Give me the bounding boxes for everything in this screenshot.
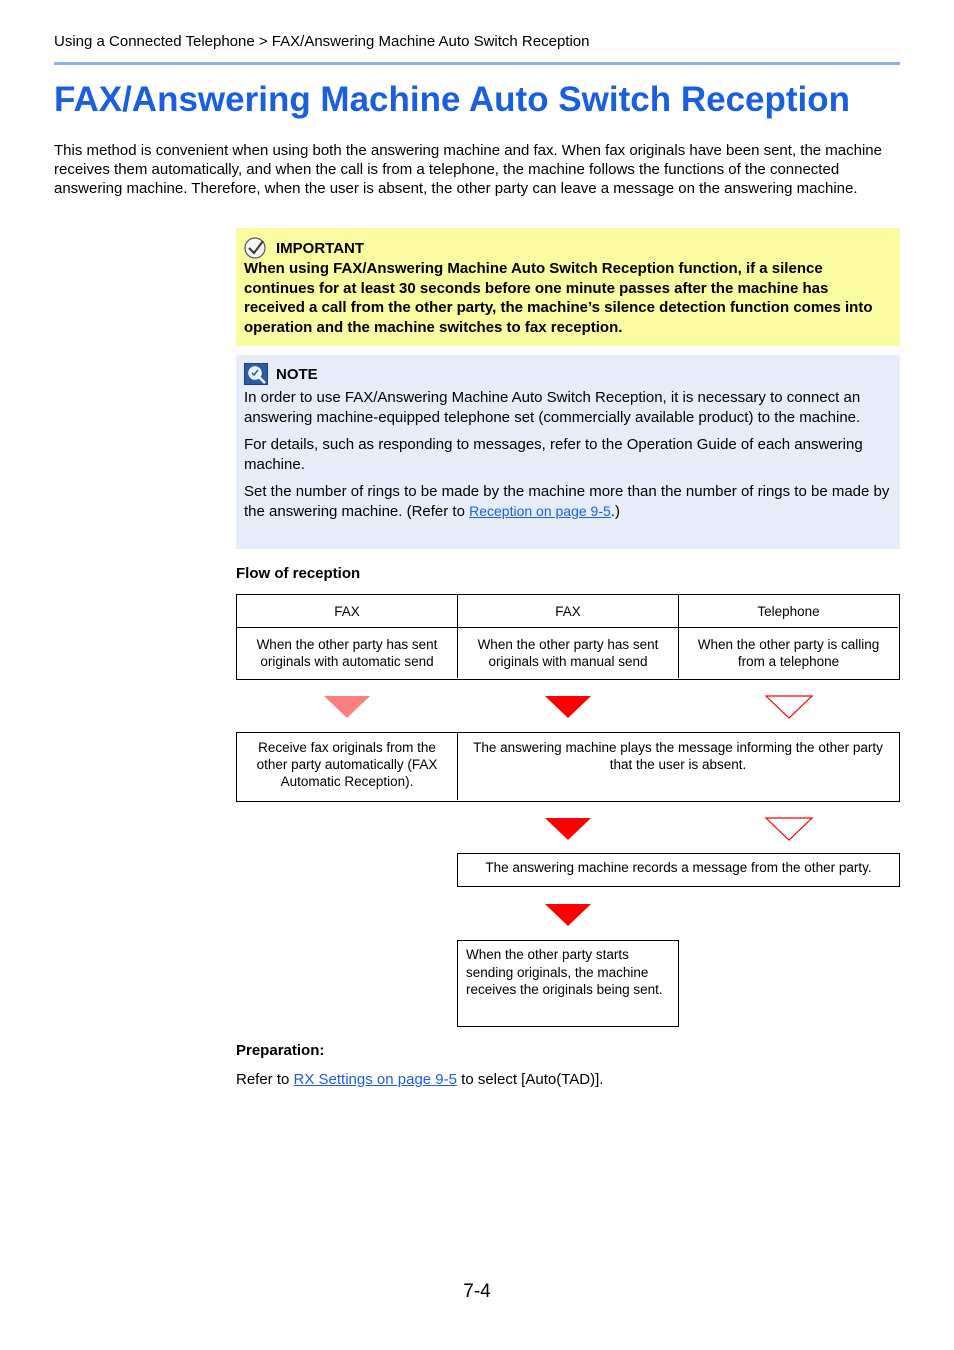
note-paragraph-1: In order to use FAX/Answering Machine Auto Switch Reception, it is necessary to connect an answering machine-equipped telephone set (commercially available product) to the machine. (244, 389, 861, 426)
arrow-down-solid-icon (544, 817, 592, 841)
arrow-down-outline-icon (765, 695, 813, 719)
page-title: FAX/Answering Machine Auto Switch Reception (54, 80, 851, 119)
important-box (236, 228, 900, 346)
flow-label: Flow of reception (236, 565, 361, 582)
condition-auto-send: When the other party has sent originals with automatic send (237, 628, 458, 678)
important-header (244, 237, 892, 259)
preparation-text (236, 1071, 603, 1088)
condition-telephone: When the other party is calling from a telephone (697, 637, 880, 669)
preparation-before: Refer to (236, 1071, 294, 1088)
condition-table (236, 594, 900, 680)
header-fax-manual: FAX (458, 595, 679, 628)
arrow-down-outline-icon (765, 817, 813, 841)
note-box (236, 355, 900, 549)
note-header (244, 363, 892, 385)
note-label: NOTE (276, 365, 318, 383)
arrow-down-solid-icon (544, 695, 592, 719)
header-fax-auto: FAX (237, 595, 458, 628)
condition-manual-send: When the other party has sent originals with manual send (458, 628, 679, 678)
note-magnifier-icon (244, 363, 268, 385)
step-fax-automatic: Receive fax originals from the other party automatically (FAX Automatic Reception). (237, 733, 458, 800)
note-p3-text: Set the number of rings to be made by the machine more than the number of rings to be made by the answering machine. (Refer to (244, 483, 890, 520)
preparation-after: to select [Auto(TAD)]. (456, 1071, 604, 1088)
arrow-down-light-icon (323, 695, 371, 719)
intro-paragraph: This method is convenient when using both the answering machine and fax. When fax originals have been sent, the machine receives them automatically, and when the call is from a telephone, the machine follows the functions of the connected answering machine. Therefore, when the user is absent, the other party can leave a message on the answering machine. (54, 142, 882, 197)
important-label: IMPORTANT (276, 239, 365, 257)
note-p3-end: .) (610, 502, 620, 520)
header-rule (54, 62, 900, 65)
reception-link[interactable]: Reception on page 9-5 (469, 502, 611, 519)
important-text: When using FAX/Answering Machine Auto Switch Reception function, if a silence continues for at least 30 seconds before one minute passes after the machine has received a call from the other party, the machine’s silence detection function comes into operation and the machine switches to fax reception. (244, 260, 873, 336)
note-paragraph-2: For details, such as responding to messages, refer to the Operation Guide of each answering machine. (244, 436, 863, 473)
breadcrumb: Using a Connected Telephone > FAX/Answering Machine Auto Switch Reception (54, 33, 590, 50)
preparation-label: Preparation: (236, 1042, 325, 1059)
rx-settings-link[interactable]: RX Settings on page 9-5 (293, 1071, 457, 1088)
page-number: 7-4 (463, 1281, 491, 1302)
step-play-message: The answering machine plays the message informing the other party that the user is absent. (473, 740, 883, 772)
step-receive-originals: When the other party starts sending originals, the machine receives the originals being sent. (457, 940, 679, 1027)
step-record-message: The answering machine records a message from the other party. (457, 853, 900, 887)
checkmark-icon (244, 237, 268, 259)
step-row-2 (236, 732, 900, 802)
note-paragraph-3 (244, 482, 892, 521)
arrow-down-solid-icon (544, 903, 592, 927)
header-telephone: Telephone (679, 595, 898, 628)
